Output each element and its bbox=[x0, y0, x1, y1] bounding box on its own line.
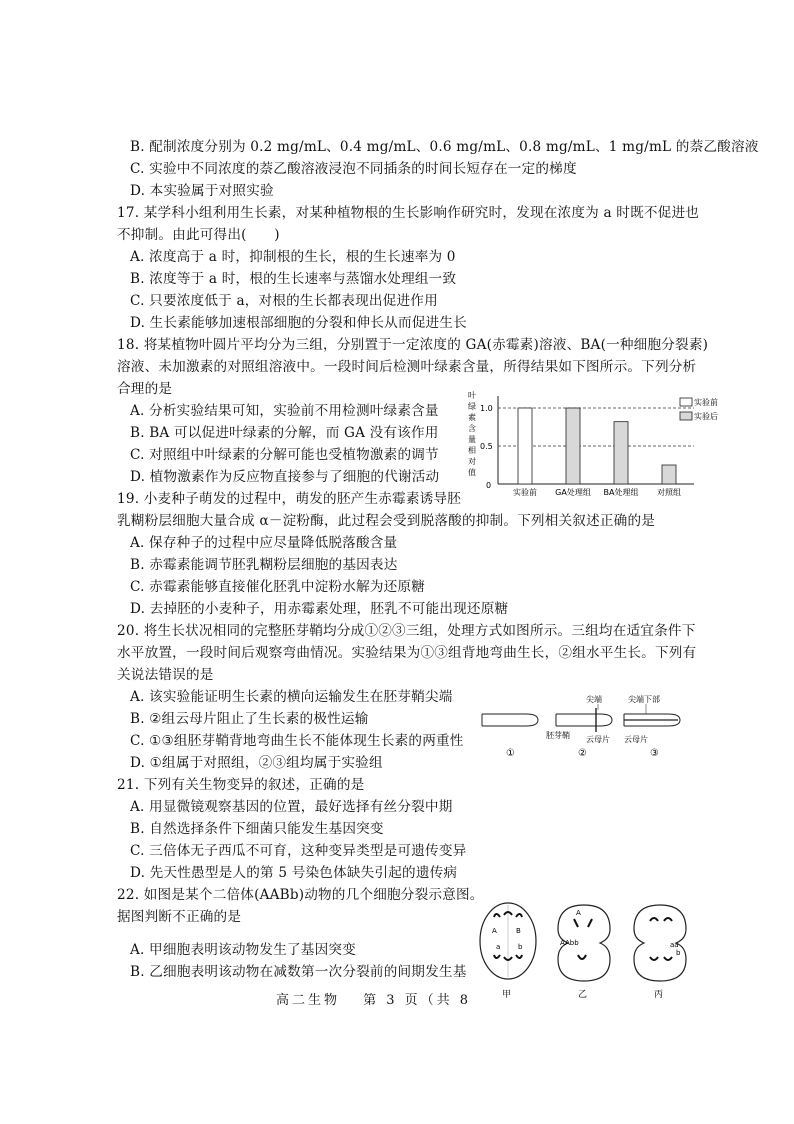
q17-stem-line1: 17. 某学科小组利用生长素，对某种植物根的生长影响作研究时，发现在浓度为 a 时既不促进也 bbox=[117, 205, 700, 221]
q17-stem-line2: 不抑制。由此可得出( ) bbox=[117, 227, 280, 243]
q18-option-c: C. 对照组中叶绿素的分解可能也受植物激素的调节 bbox=[130, 447, 439, 463]
q20-option-d: D. ①组属于对照组，②③组均属于实验组 bbox=[130, 755, 383, 771]
q18-option-a: A. 分析实验结果可知，实验前不用检测叶绿素含量 bbox=[130, 403, 439, 419]
q19-stem-line1: 19. 小麦种子萌发的过程中，萌发的胚产生赤霉素诱导胚 bbox=[117, 491, 461, 507]
q17-option-a: A. 浓度高于 a 时，抑制根的生长，根的生长速率为 0 bbox=[130, 249, 456, 265]
label-tip-below: 尖端下部 bbox=[628, 695, 660, 704]
x-label-3: 对照组 bbox=[657, 488, 681, 497]
group-label-3: ③ bbox=[650, 748, 659, 759]
cell-bing bbox=[634, 905, 686, 981]
q21-option-a: A. 用显微镜观察基因的位置，最好选择有丝分裂中期 bbox=[130, 799, 453, 815]
q16-option-c: C. 实验中不同浓度的萘乙酸溶液浸泡不同插条的时间长短存在一定的梯度 bbox=[130, 161, 577, 177]
label-tip: 尖端 bbox=[586, 695, 602, 704]
label-mica-2: 云母片 bbox=[624, 735, 648, 744]
q20-option-b: B. ②组云母片阻止了生长素的极性运输 bbox=[130, 711, 369, 727]
y-label-char: 叶 bbox=[468, 391, 476, 400]
q19-stem-line2: 乳糊粉层细胞大量合成 α－淀粉酶，此过程会受到脱落酸的抑制。下列相关叙述正确的是 bbox=[117, 513, 656, 529]
coleoptile-2 bbox=[556, 714, 612, 726]
legend-label-before: 实验前 bbox=[694, 398, 718, 407]
legend-swatch-before bbox=[680, 398, 692, 406]
q20-option-a: A. 该实验能证明生长素的横向运输发生在胚芽鞘尖端 bbox=[130, 689, 453, 705]
q17-option-b: B. 浓度等于 a 时，根的生长速率与蒸馏水处理组一致 bbox=[130, 271, 457, 287]
bar-2 bbox=[614, 422, 628, 484]
allele-jia-a1: A bbox=[492, 927, 497, 935]
allele-yi-a: A bbox=[576, 909, 581, 917]
cell-name-yi: 乙 bbox=[578, 990, 588, 1000]
allele-yi-aabb: AAbb bbox=[560, 939, 579, 947]
q22-option-b: B. 乙细胞表明该动物在减数第一次分裂前的间期发生基 bbox=[130, 964, 467, 980]
y-label-char: 对 bbox=[468, 457, 476, 466]
q16-option-b: B. 配制浓度分别为 0.2 mg/mL、0.4 mg/mL、0.6 mg/mL、0.8 mg/mL、1 mg/mL 的萘乙酸溶液 bbox=[130, 139, 759, 155]
q22-option-a: A. 甲细胞表明该动物发生了基因突变 bbox=[130, 942, 356, 958]
q21-stem: 21. 下列有关生物变异的叙述，正确的是 bbox=[117, 777, 365, 793]
q19-option-d: D. 去掉胚的小麦种子，用赤霉素处理，胚乳不可能出现还原糖 bbox=[130, 601, 509, 617]
allele-jia-b2: b bbox=[518, 943, 523, 951]
coleoptile-figure bbox=[478, 692, 694, 762]
x-label-2: BA处理组 bbox=[603, 488, 639, 497]
q17-option-c: C. 只要浓度低于 a，对根的生长都表现出促进作用 bbox=[130, 293, 438, 309]
bar-1 bbox=[566, 408, 580, 484]
q17-option-d: D. 生长素能够加速根部细胞的分裂和伸长从而促进生长 bbox=[130, 315, 467, 331]
y-tick-05: 0.5 bbox=[480, 442, 493, 451]
q20-stem-line2: 水平放置，一段时间后观察弯曲情况。实验结果为①③组背地弯曲生长，②组水平生长。下列有 bbox=[117, 645, 697, 661]
q18-stem-line3: 合理的是 bbox=[117, 381, 173, 397]
group-label-1: ① bbox=[506, 748, 515, 759]
coleoptile-1 bbox=[482, 714, 538, 726]
y-label-char: 绿 bbox=[468, 402, 476, 411]
q18-stem-line1: 18. 将某植物叶圆片平均分为三组，分别置于一定浓度的 GA(赤霉素)溶液、BA(一种细胞分裂素) bbox=[117, 337, 709, 353]
label-coleoptile: 胚芽鞘 bbox=[546, 731, 570, 740]
q19-option-c: C. 赤霉素能够直接催化胚乳中淀粉水解为还原糖 bbox=[130, 579, 426, 595]
q20-stem-line1: 20. 将生长状况相同的完整胚芽鞘均分成①②③三组，处理方式如图所示。三组均在适宜条件下 bbox=[117, 623, 696, 639]
x-label-1: GA处理组 bbox=[555, 488, 591, 497]
cell-yi bbox=[558, 905, 610, 981]
cell-name-bing: 丙 bbox=[654, 990, 664, 1000]
y-label-char: 值 bbox=[468, 468, 476, 477]
y-label-char: 量 bbox=[468, 435, 476, 444]
q20-stem-line3: 关说法错误的是 bbox=[117, 667, 214, 683]
y-label-char: 含 bbox=[468, 424, 476, 433]
y-label-char: 相 bbox=[468, 446, 476, 455]
q20-option-c: C. ①③组胚芽鞘背地弯曲生长不能体现生长素的两重性 bbox=[130, 733, 464, 749]
y-tick-1: 1.0 bbox=[480, 404, 493, 413]
q18-option-b: B. BA 可以促进叶绿素的分解，而 GA 没有该作用 bbox=[130, 425, 439, 441]
cell-jia bbox=[480, 903, 536, 979]
y-tick-0: 0 bbox=[486, 481, 492, 490]
chart-ylabel bbox=[468, 390, 476, 477]
y-label-char: 素 bbox=[468, 413, 476, 422]
legend-label-after: 实验后 bbox=[694, 412, 718, 421]
allele-bing-b: b bbox=[676, 949, 681, 957]
allele-bing-aa: aa bbox=[670, 941, 679, 949]
page-footer: 高二生物 第 3 页（共 8 bbox=[276, 993, 472, 1008]
q18-option-d: D. 植物激素作为反应物直接参与了细胞的代谢活动 bbox=[130, 469, 440, 485]
allele-jia-b1: B bbox=[516, 927, 521, 935]
allele-jia-a2: a bbox=[496, 943, 501, 951]
q21-option-b: B. 自然选择条件下细菌只能发生基因突变 bbox=[130, 821, 384, 837]
q22-stem-line2: 据图判断不正确的是 bbox=[117, 909, 242, 925]
cell-name-jia: 甲 bbox=[502, 990, 512, 1000]
q18-stem-line2: 溶液、未加激素的对照组溶液中。一段时间后检测叶绿素含量，所得结果如下图所示。下列分析 bbox=[117, 359, 697, 375]
bar-0 bbox=[518, 408, 532, 484]
cell-division-figure bbox=[474, 893, 694, 1003]
group-label-2: ② bbox=[578, 748, 587, 759]
q21-option-d: D. 先天性愚型是人的第 5 号染色体缺失引起的遗传病 bbox=[130, 865, 458, 881]
q16-option-d: D. 本实验属于对照实验 bbox=[130, 183, 274, 199]
q21-option-c: C. 三倍体无子西瓜不可育，这种变异类型是可遗传变异 bbox=[130, 843, 467, 859]
q22-stem-line1: 22. 如图是某个二倍体(AABb)动物的几个细胞分裂示意图。 bbox=[117, 887, 484, 903]
x-label-0: 实验前 bbox=[513, 488, 537, 497]
legend-swatch-after bbox=[680, 412, 692, 420]
chlorophyll-bar-chart bbox=[462, 388, 732, 498]
q19-option-a: A. 保存种子的过程中应尽量降低脱落酸含量 bbox=[130, 535, 398, 551]
label-mica-1: 云母片 bbox=[586, 735, 610, 744]
q19-option-b: B. 赤霉素能调节胚乳糊粉层细胞的基因表达 bbox=[130, 557, 398, 573]
bar-3 bbox=[662, 465, 676, 484]
